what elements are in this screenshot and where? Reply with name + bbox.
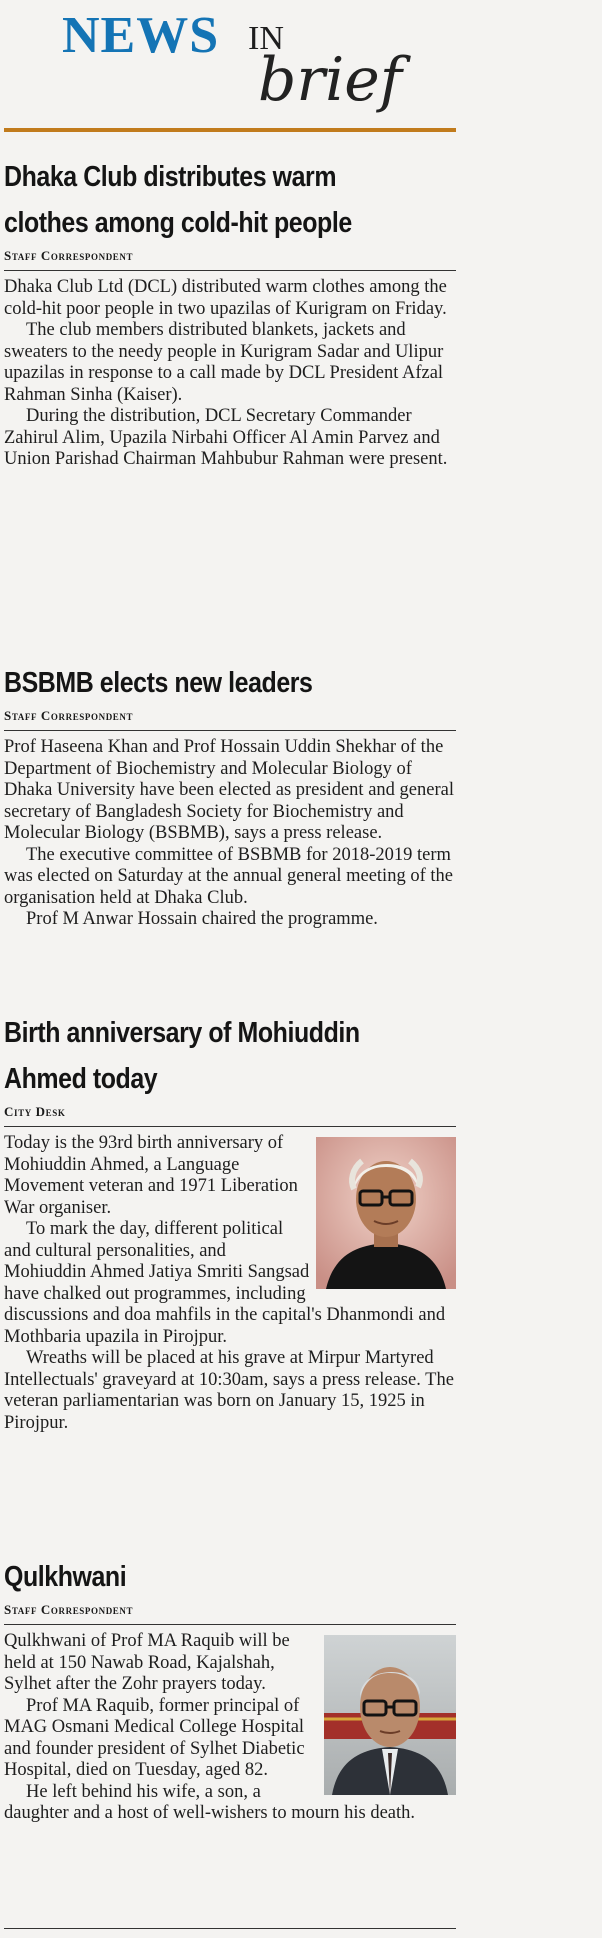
story-paragraph: During the distribution, DCL Secretary Commander Zahirul Alim, Upazila Nirbahi Officer Al Amin Parvez and Union Parishad Chairman Mahbubur Rahman were present.	[4, 406, 448, 469]
byline-divider	[4, 1126, 456, 1127]
story-byline: City Desk	[4, 1104, 66, 1119]
headline-line: BSBMB elects new leaders	[4, 667, 313, 699]
story-paragraph: Today is the 93rd birth anniversary of Mohiuddin Ahmed, a Language Movement veteran and 1971 Liberation War organiser.	[4, 1133, 298, 1218]
portrait-photo-mohiuddin-ahmed	[316, 1137, 456, 1289]
masthead-divider	[4, 128, 456, 132]
masthead	[0, 0, 490, 128]
masthead-news: NEWS	[62, 7, 220, 64]
story-body	[4, 1133, 456, 1434]
story-paragraph: Wreaths will be placed at his grave at Mirpur Martyred Intellectuals' graveyard at 10:30am, says a press release. The veteran parliamentarian was born on January 15, 1925 in Pirojpur.	[4, 1348, 454, 1433]
byline-divider	[4, 730, 456, 731]
story-paragraph: To mark the day, different political and cultural personalities, and Mohiuddin Ahmed Jatiya Smriti Sangsad have chalked out programmes, including discussions and doa mahfils in the capital's Dhanmondi and Mothbaria upazila in Pirojpur.	[4, 1219, 446, 1347]
headline-line: Ahmed today	[4, 1063, 158, 1095]
headline-line: Qulkhwani	[4, 1561, 127, 1593]
story-paragraph: Prof MA Raquib, former principal of MAG Osmani Medical College Hospital and founder president of Sylhet Diabetic Hospital, died on Tuesday, aged 82.	[4, 1695, 305, 1780]
story-paragraph: Qulkhwani of Prof MA Raquib will be held at 150 Nawab Road, Kajalshah, Sylhet after the Zohr prayers today.	[4, 1631, 290, 1694]
byline-divider	[4, 270, 456, 271]
story-headline	[4, 1554, 451, 1600]
story-paragraph: Prof Haseena Khan and Prof Hossain Uddin Shekhar of the Department of Biochemistry and Molecular Biology of Dhaka University have been elected as president and general secretary of Bangladesh Society for Biochemistry and Molecular Biology (BSBMB), says a press release.	[4, 737, 454, 843]
story-bsbmb	[4, 660, 456, 931]
bottom-divider	[4, 1928, 456, 1929]
story-byline: Staff Correspondent	[4, 248, 134, 263]
story-headline	[4, 154, 451, 246]
story-paragraph: He left behind his wife, a son, a daughter and a host of well-wishers to mourn his death.	[4, 1781, 416, 1823]
story-paragraph: The club members distributed blankets, jackets and sweaters to the needy people in Kurigram Sadar and Ulipur upazilas in response to a call made by DCL President Afzal Rahman Sinha (Kaiser).	[4, 320, 444, 405]
headline-line: Birth anniversary of Mohiuddin	[4, 1017, 360, 1049]
byline-divider	[4, 1624, 456, 1625]
story-mohiuddin-ahmed	[4, 1010, 456, 1434]
story-paragraph: Prof M Anwar Hossain chaired the programme.	[26, 909, 378, 929]
portrait-photo-ma-raquib	[324, 1635, 456, 1795]
headline-line: Dhaka Club distributes warm	[4, 161, 337, 193]
story-body	[4, 737, 456, 931]
story-paragraph: The executive committee of BSBMB for 2018-2019 term was elected on Saturday at the annual general meeting of the organisation held at Dhaka Club.	[4, 844, 453, 908]
story-byline: Staff Correspondent	[4, 1602, 134, 1617]
story-headline	[4, 1010, 451, 1102]
masthead-brief: brief	[258, 45, 402, 115]
story-dhaka-club	[4, 154, 456, 471]
headline-line: clothes among cold-hit people	[4, 207, 352, 239]
story-paragraph: Dhaka Club Ltd (DCL) distributed warm clothes among the cold-hit poor people in two upazilas of Kurigram on Friday.	[4, 277, 447, 319]
story-byline: Staff Correspondent	[4, 708, 134, 723]
story-headline	[4, 660, 451, 706]
story-qulkhwani	[4, 1554, 456, 1825]
story-body	[4, 1631, 456, 1825]
story-body	[4, 277, 456, 471]
masthead-in: IN	[248, 20, 284, 57]
